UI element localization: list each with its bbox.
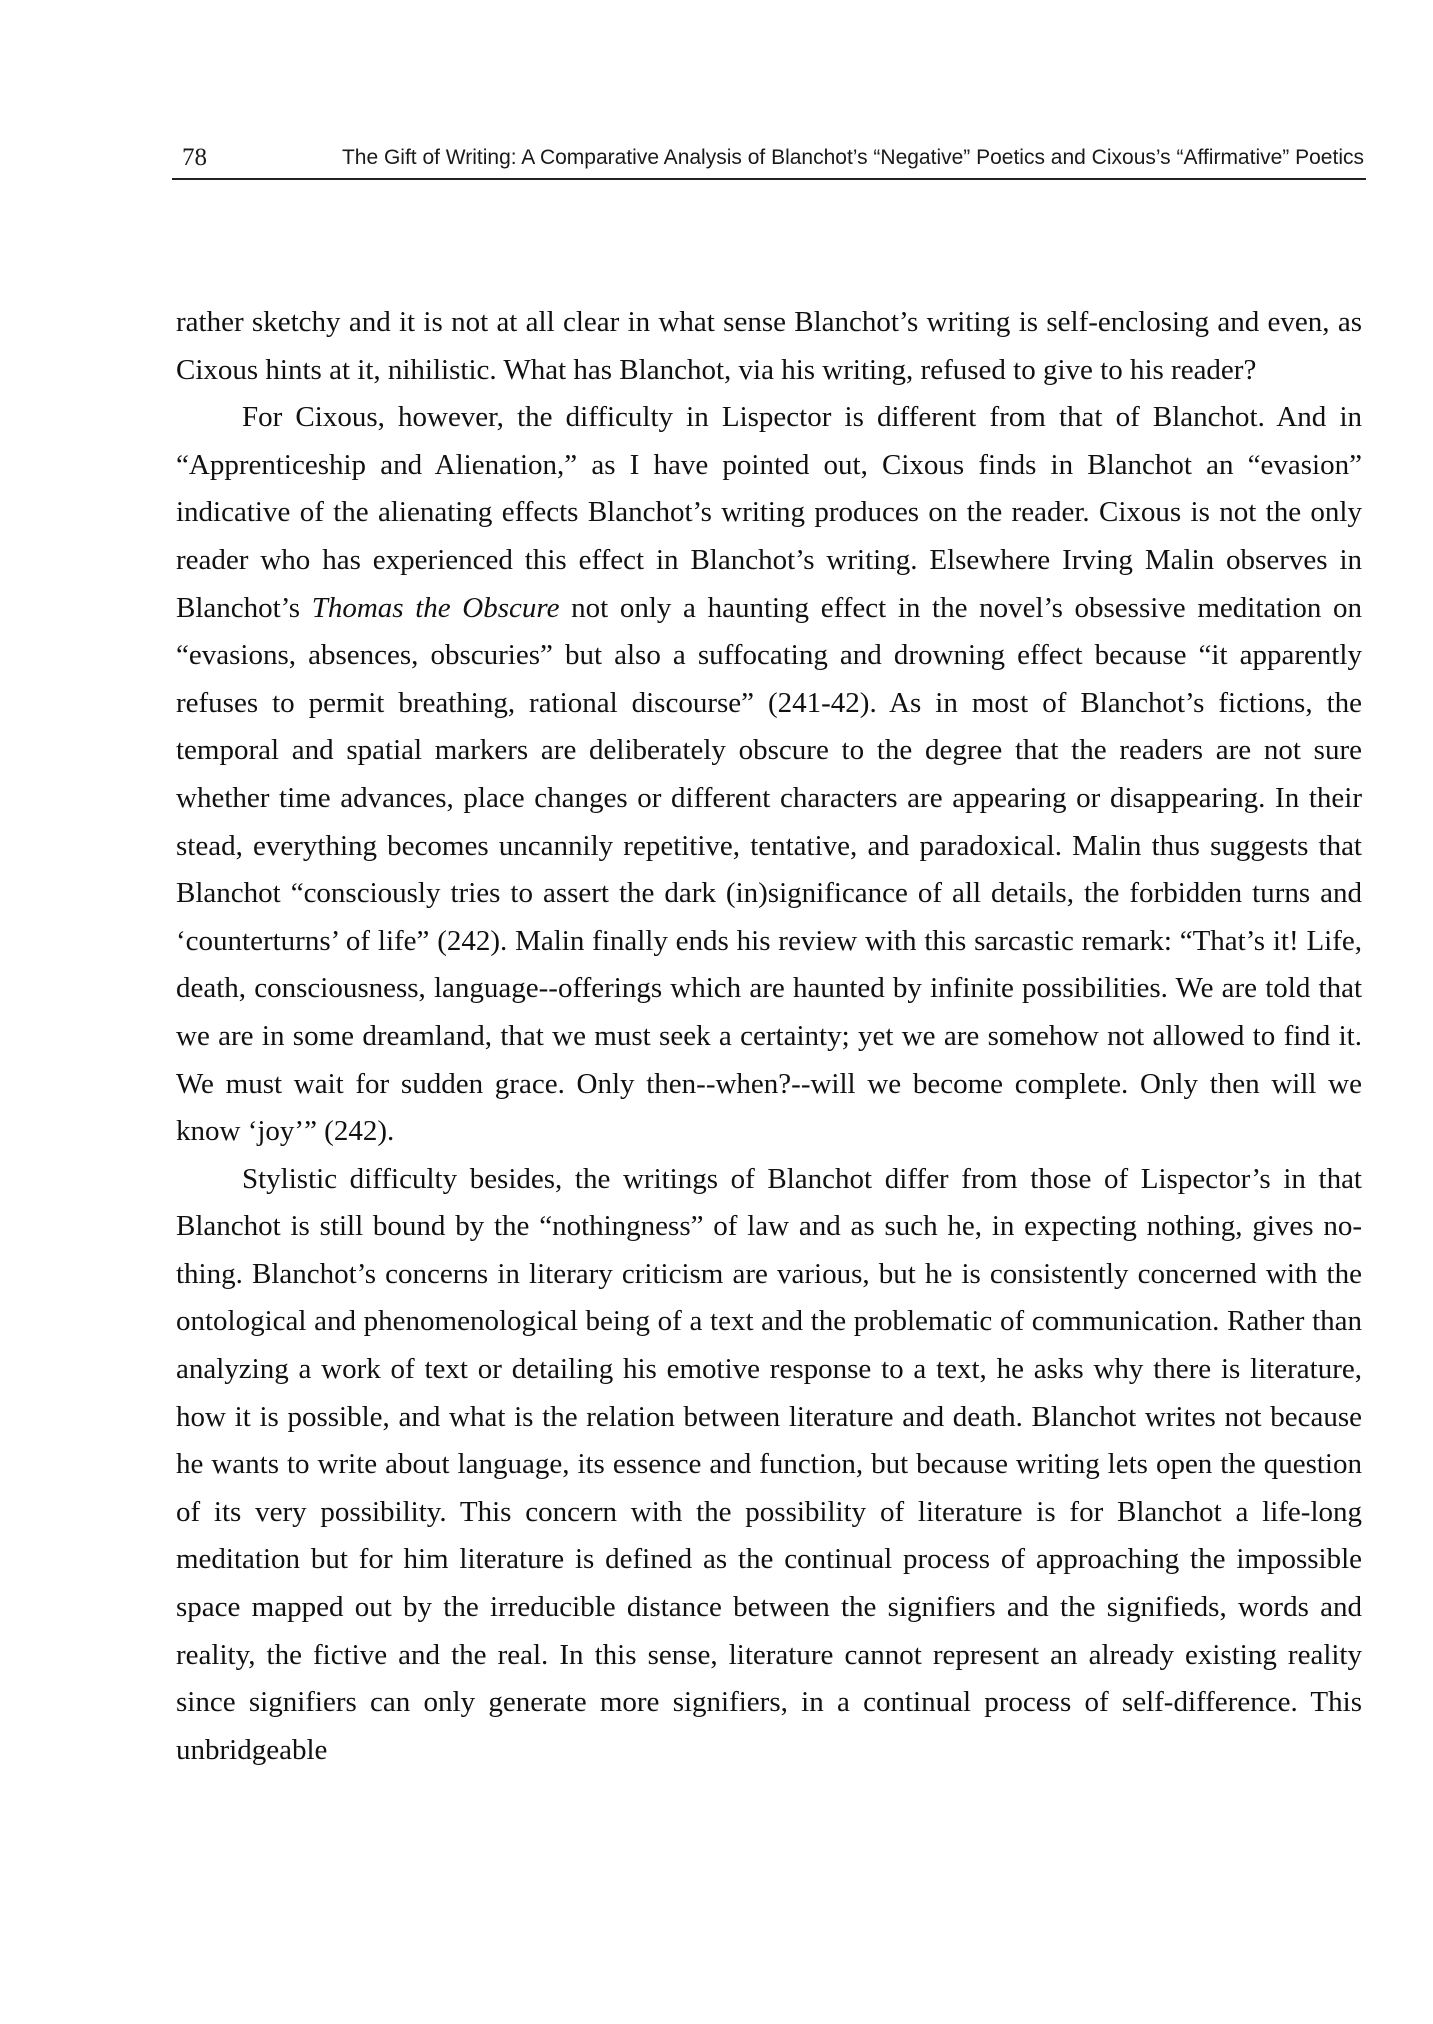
paragraph-2 — [176, 394, 1362, 1156]
page-number: 78 — [182, 144, 207, 171]
book-title: Thomas the Obscure — [311, 591, 560, 624]
paragraph-2-part-1: For Cixous, however, the difficulty in Lispector is different from that of Blanchot. And in “Apprenticeship and Alienation,” as I have pointed out, Cixous finds in Blanchot an “evasion” indicative of the alienating effects Blanchot’s writing produces on the reader. Cixous is not the only reader who has experienced this effect in Blanchot’s writing. Elsewhere Irving Malin observes in Blanchot’s — [176, 401, 1362, 624]
running-header — [172, 140, 1366, 180]
paragraph-3: Stylistic difficulty besides, the writings of Blanchot differ from those of Lispector’s in that Blanchot is still bound by the “nothingness” of law and as such he, in expecting nothing, gives no-thing. Blanchot’s concerns in literary criticism are various, but he is consistently concerned with the ontological and phenomenological being of a text and the problematic of communication. Rather than analyzing a work of text or detailing his emotive response to a text, he asks why there is literature, how it is possible, and what is the relation between literature and death. Blanchot writes not because he wants to write about language, its essence and function, but because writing lets open the question of its very possibility. This concern with the possibility of literature is for Blanchot a life-long meditation but for him literature is defined as the continual process of approaching the impossible space mapped out by the irreducible distance between the signifiers and the signifieds, words and reality, the fictive and the real. In this sense, literature cannot represent an already existing reality since signifiers can only generate more signifiers, in a continual process of self-difference. This unbridgeable — [176, 1162, 1362, 1766]
body-text — [176, 299, 1362, 1774]
paragraph-2-part-2: not only a haunting effect in the novel’s obsessive meditation on “evasions, absences, obscuries” but also a suffocating and drowning effect because “it apparently refuses to permit breathing, rational discourse” (241-42). As in most of Blanchot’s fictions, the temporal and spatial markers are deliberately obscure to the degree that the readers are not sure whether time advances, place changes or different characters are appearing or disappearing. In their stead, everything becomes uncannily repetitive, tentative, and paradoxical. Malin thus suggests that Blanchot “consciously tries to assert the dark (in)significance of all details, the forbidden turns and ‘counterturns’ of life” (242). Malin finally ends his review with this sarcastic remark: “That’s it! Life, death, consciousness, language--offerings which are haunted by infinite possibilities. We are told that we are in some dreamland, that we must seek a certainty; yet we are somehow not allowed to find it. We must wait for sudden grace. Only then--when?--will we become complete. Only then will we know ‘joy’” (242). — [176, 591, 1363, 1148]
paragraph-1: rather sketchy and it is not at all clear in what sense Blanchot’s writing is self-enclosing and even, as Cixous hints at it, nihilistic. What has Blanchot, via his writing, refused to give to his reader? — [176, 306, 1362, 386]
running-title: The Gift of Writing: A Comparative Analysis of Blanchot’s “Negative” Poetics and Cixous’s “Affirmative” Poetics — [341, 146, 1364, 169]
